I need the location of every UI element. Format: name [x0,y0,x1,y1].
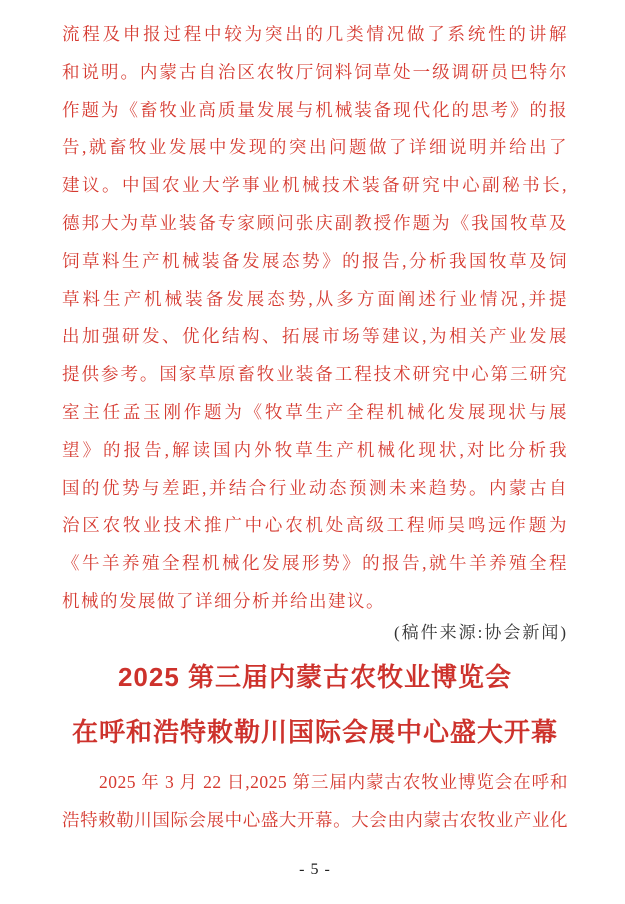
paragraph-line: 出加强研发、优化结构、拓展市场等建议,为相关产业发展 [62,326,568,347]
paragraph-line: 《牛羊养殖全程机械化发展形势》的报告,就牛羊养殖全程 [62,553,568,574]
paragraph-line: 浩特敕勒川国际会展中心盛大开幕。大会由内蒙古农牧业产业化 [62,809,568,830]
article-title-line-2: 在呼和浩特敕勒川国际会展中心盛大开幕 [71,716,558,747]
paragraph-line: 德邦大为草业装备专家顾问张庆副教授作题为《我国牧草及 [62,212,568,233]
paragraph-line: 饲草料生产机械装备发展态势》的报告,分析我国牧草及饲 [62,250,568,271]
paragraph-line: 建议。中国农业大学事业机械技术装备研究中心副秘书长, [62,175,568,196]
paragraph-line: 治区农牧业技术推广中心农机处高级工程师吴鸣远作题为 [62,515,568,536]
paragraph-line: 告,就畜牧业发展中发现的突出问题做了详细说明并给出了 [62,137,568,158]
paragraph-line: 国的优势与差距,并结合行业动态预测未来趋势。内蒙古自 [62,477,568,498]
paragraph-line: 和说明。内蒙古自治区农牧厅饲料饲草处一级调研员巴特尔 [62,61,568,82]
paragraph-line: 2025 年 3 月 22 日,2025 第三届内蒙古农牧业博览会在呼和 [99,771,568,792]
article-title-line-1: 2025 第三届内蒙古农牧业博览会 [117,661,513,692]
paragraph-line: 流程及申报过程中较为突出的几类情况做了系统性的讲解 [62,24,568,44]
paragraph-line: 室主任孟玉刚作题为《牧草生产全程机械化发展现状与展 [62,401,568,422]
paragraph-line: 提供参考。国家草原畜牧业装备工程技术研究中心第三研究 [62,364,568,385]
paragraph-line: 草料生产机械装备发展态势,从多方面阐述行业情况,并提 [62,288,568,309]
source-attribution: (稿件来源:协会新闻) [393,622,568,642]
body-paragraph-1 [62,16,568,621]
paragraph-line: 机械的发展做了详细分析并给出建议。 [62,590,385,611]
body-paragraph-2 [62,764,568,840]
paragraph-line: 作题为《畜牧业高质量发展与机械装备现代化的思考》的报 [62,99,568,120]
page-number: - 5 - [299,861,331,879]
paragraph-line: 望》的报告,解读国内外牧草生产机械化现状,对比分析我 [62,439,568,460]
